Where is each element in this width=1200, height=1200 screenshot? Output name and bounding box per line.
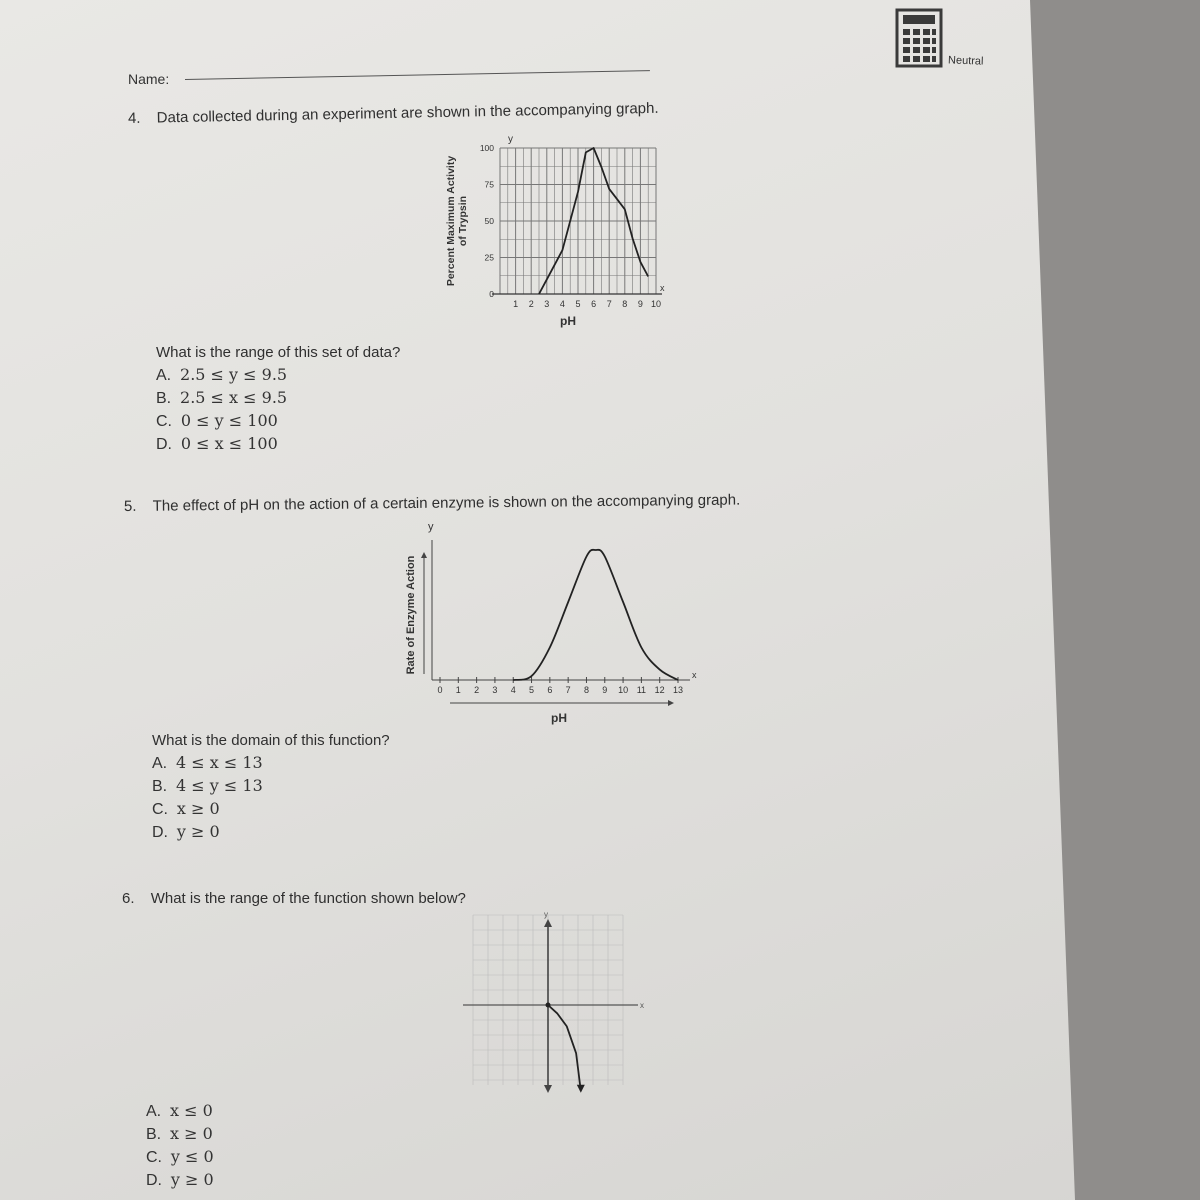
x-tick-label: 2 xyxy=(528,299,534,309)
question-5-number: 5. xyxy=(123,497,137,515)
x-tick-label: 3 xyxy=(544,299,550,309)
y-axis-label-line1: Percent Maximum Activity xyxy=(445,155,457,287)
curve-start-point xyxy=(546,1003,551,1008)
x-tick-label: 4 xyxy=(510,685,516,695)
x-tick-label: 3 xyxy=(492,685,498,695)
trypsin-activity-chart xyxy=(430,128,670,338)
question-6-prompt xyxy=(122,890,466,907)
calculator-icon xyxy=(895,8,945,70)
x-tick-label: 9 xyxy=(602,685,608,695)
x-tick-label: 1 xyxy=(455,685,461,695)
question-4-text: What is the range of this set of data? xyxy=(156,344,401,361)
x-tick-label: 5 xyxy=(529,685,535,695)
x-tick-label: 4 xyxy=(559,299,565,309)
option-5d[interactable]: D. y ≥ 0 xyxy=(152,822,220,841)
option-5a[interactable]: A. 4 ≤ x ≤ 13 xyxy=(152,753,263,772)
function-curve xyxy=(548,1005,581,1091)
question-5-options xyxy=(152,752,263,844)
x-tick-label: 8 xyxy=(622,299,628,309)
x-tick-label: 13 xyxy=(672,685,684,695)
x-tick-label: 0 xyxy=(437,685,443,695)
data-curve-enzyme xyxy=(513,550,678,680)
enzyme-action-chart xyxy=(400,520,710,730)
question-4-number: 4. xyxy=(127,109,141,127)
option-6c[interactable]: C. y ≤ 0 xyxy=(146,1147,214,1166)
option-6b[interactable]: B. x ≥ 0 xyxy=(146,1124,213,1143)
y-tick-label: 100 xyxy=(479,143,494,153)
x-tick-label: 10 xyxy=(618,685,629,695)
question-6-number: 6. xyxy=(122,890,135,907)
y-axis-arrowhead-bottom xyxy=(544,1085,552,1093)
calculator-label: Neutral xyxy=(947,54,984,68)
question-5-text: What is the domain of this function? xyxy=(152,732,390,749)
y-tick-label: 25 xyxy=(484,252,494,263)
x-tick-label: 12 xyxy=(654,685,665,695)
option-4c[interactable]: C. 0 ≤ y ≤ 100 xyxy=(156,411,278,430)
x-tick-label: 7 xyxy=(606,299,612,309)
option-6a[interactable]: A. x ≤ 0 xyxy=(146,1101,213,1120)
x-axis-arrowhead xyxy=(668,700,674,706)
x-tick-label: 11 xyxy=(636,685,647,695)
question-6-options xyxy=(146,1100,214,1192)
y-axis-arrowhead-top xyxy=(544,919,552,927)
x-tick-label: 8 xyxy=(583,685,589,695)
option-4a[interactable]: A. 2.5 ≤ y ≤ 9.5 xyxy=(156,365,288,384)
x-tick-label: 10 xyxy=(650,299,662,309)
x-axis-label: pH xyxy=(551,711,567,725)
y-axis-label: Rate of Enzyme Action xyxy=(405,555,417,675)
x-axis-label: pH xyxy=(560,314,576,328)
x-axis-letter: x xyxy=(640,1001,644,1010)
y-tick-label: 0 xyxy=(489,289,494,299)
y-axis-letter: y xyxy=(544,910,548,919)
y-tick-label: 75 xyxy=(484,179,494,190)
option-5c[interactable]: C. x ≥ 0 xyxy=(152,799,220,818)
x-tick-label: 1 xyxy=(513,299,519,309)
option-4b[interactable]: B. 2.5 ≤ x ≤ 9.5 xyxy=(156,388,288,407)
y-tick-label: 50 xyxy=(484,216,494,226)
y-axis-arrowhead xyxy=(421,552,427,558)
y-axis-label-line2: of Trypsin xyxy=(457,195,469,247)
x-tick-label: 9 xyxy=(637,299,643,309)
x-tick-label: 2 xyxy=(474,685,480,695)
y-axis-letter: y xyxy=(508,134,513,145)
x-tick-label: 7 xyxy=(565,685,571,695)
y-axis-letter: y xyxy=(428,521,434,533)
curve-arrowhead xyxy=(577,1085,585,1093)
x-tick-label: 5 xyxy=(575,299,581,309)
option-4d[interactable]: D. 0 ≤ x ≤ 100 xyxy=(156,434,278,453)
name-label: Name: xyxy=(128,71,170,87)
option-5b[interactable]: B. 4 ≤ y ≤ 13 xyxy=(152,776,263,795)
x-axis-letter: x xyxy=(692,670,697,680)
question-4-prompt-text: Data collected during an experiment are shown in the accompanying graph. xyxy=(156,99,659,127)
x-tick-label: 6 xyxy=(591,299,597,309)
x-axis-letter: x xyxy=(660,283,665,293)
function-graph xyxy=(455,905,655,1100)
question-6-prompt-text: What is the range of the function shown below? xyxy=(150,890,466,907)
option-6d[interactable]: D. y ≥ 0 xyxy=(146,1170,214,1189)
x-tick-label: 6 xyxy=(547,685,553,695)
question-5-prompt-text: The effect of pH on the action of a certain enzyme is shown on the accompanying graph. xyxy=(152,491,741,515)
question-4-options xyxy=(156,364,287,456)
